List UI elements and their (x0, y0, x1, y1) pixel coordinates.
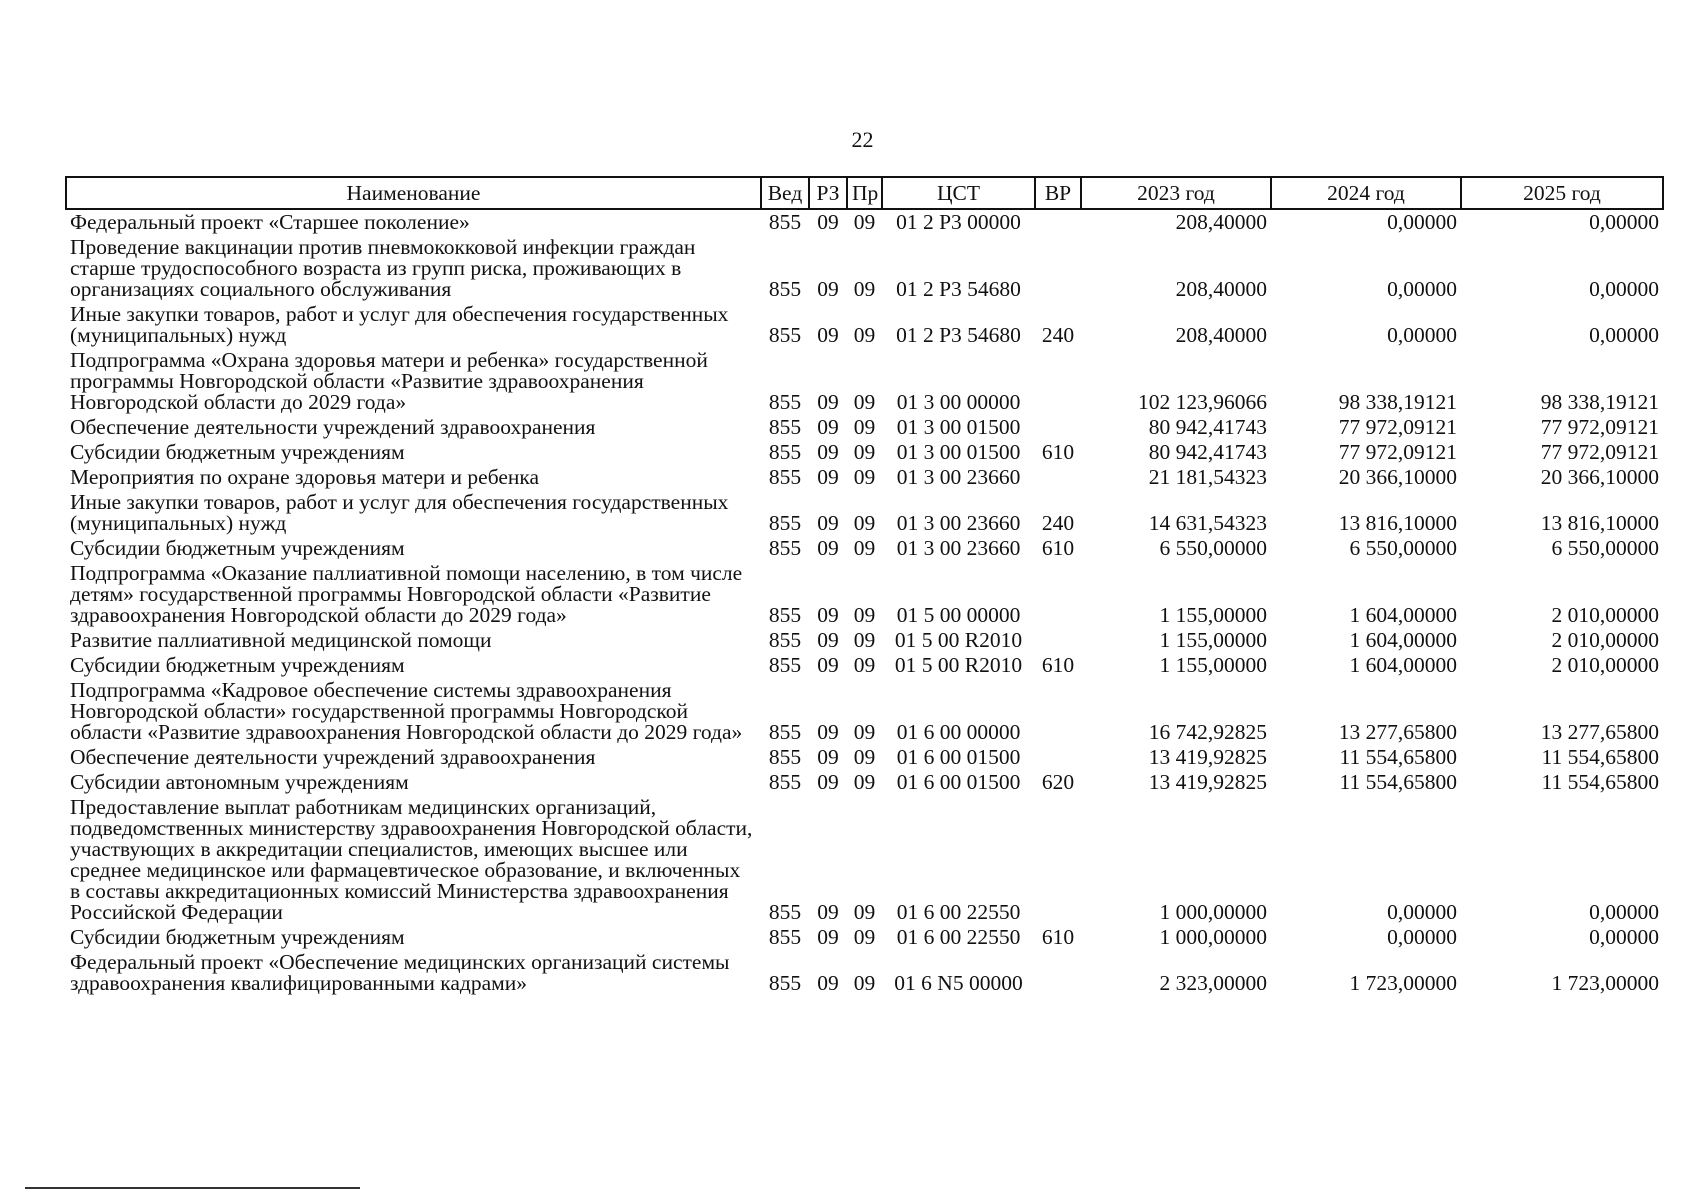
row-name: Обеспечение деятельности учреждений здравоохранения (70, 415, 596, 439)
row-2024-value: 77 972,09121 (1338, 440, 1457, 464)
row-pr: 09 (853, 390, 876, 414)
row-pr: 09 (853, 465, 876, 489)
row-name: Подпрограмма «Кадровое обеспечение системы здравоохранения Новгородской области» государственной программы Новгородской области «Развитие здравоохранения Новгородской области до 2029 года» (70, 678, 743, 744)
row-2023-value: 14 631,54323 (1148, 511, 1267, 535)
row-2024-value: 11 554,65800 (1339, 745, 1457, 769)
row-name: Иные закупки товаров, работ и услуг для обеспечения государственных (муниципальных) нужд (70, 302, 729, 347)
row-ved: 855 (768, 511, 802, 535)
footnote-rule (25, 1187, 360, 1189)
row-2023-value: 208,40000 (1175, 277, 1267, 301)
row-cst: 01 2 Р3 54680 (896, 323, 1021, 347)
row-2023-value: 1 155,00000 (1159, 603, 1267, 627)
row-cst: 01 3 00 01500 (896, 440, 1021, 464)
row-rz: 09 (817, 415, 839, 439)
row-2023-value: 21 181,54323 (1148, 465, 1267, 489)
row-name: Субсидии бюджетным учреждениям (70, 536, 405, 560)
row-2023-value: 1 000,00000 (1159, 900, 1267, 924)
row-vr (1035, 795, 1081, 925)
row-vr (1035, 628, 1081, 653)
row-2025-value: 13 277,65800 (1540, 720, 1659, 744)
row-cst: 01 6 N5 00000 (894, 971, 1023, 995)
row-2025-value: 98 338,19121 (1540, 390, 1659, 414)
row-2024-value: 1 723,00000 (1349, 971, 1457, 995)
row-2024-value: 20 366,10000 (1338, 465, 1457, 489)
row-2024-value: 0,00000 (1387, 925, 1457, 949)
row-rz: 09 (817, 465, 839, 489)
row-cst: 01 2 Р3 00000 (896, 210, 1021, 234)
table-row (66, 745, 1663, 770)
budget-table (65, 176, 1664, 996)
row-name: Субсидии бюджетным учреждениям (70, 653, 405, 677)
row-2025-value: 20 366,10000 (1540, 465, 1659, 489)
row-ved: 855 (768, 536, 802, 560)
row-pr: 09 (853, 415, 876, 439)
row-name: Подпрограмма «Оказание паллиативной помощи населению, в том числе детям» государственной программы Новгородской области «Развитие здравоохранения Новгородской области до 2029 года» (70, 561, 743, 627)
row-2025-value: 77 972,09121 (1540, 440, 1659, 464)
row-2023-value: 13 419,92825 (1148, 745, 1267, 769)
row-rz: 09 (817, 390, 839, 414)
table-row (66, 628, 1663, 653)
row-ved: 855 (768, 390, 802, 414)
row-2024-value: 77 972,09121 (1338, 415, 1457, 439)
table-header-row (66, 177, 1663, 209)
row-vr (1035, 745, 1081, 770)
table-row (66, 770, 1663, 795)
row-pr: 09 (853, 770, 876, 794)
row-pr: 09 (853, 900, 876, 924)
row-rz: 09 (817, 720, 839, 744)
row-name: Субсидии автономным учреждениям (70, 770, 409, 794)
row-cst: 01 6 00 22550 (896, 925, 1021, 949)
row-ved: 855 (768, 210, 802, 234)
row-rz: 09 (817, 745, 839, 769)
row-pr: 09 (853, 720, 876, 744)
row-ved: 855 (768, 770, 802, 794)
row-pr: 09 (853, 653, 876, 677)
table-row (66, 302, 1663, 348)
row-rz: 09 (817, 653, 839, 677)
row-2025-value: 0,00000 (1589, 210, 1659, 234)
row-pr: 09 (853, 323, 876, 347)
header-pr: Пр (847, 177, 882, 209)
row-vr (1035, 209, 1081, 235)
row-vr: 240 (1041, 511, 1075, 535)
row-2023-value: 208,40000 (1175, 210, 1267, 234)
row-2024-value: 1 604,00000 (1349, 628, 1457, 652)
row-2024-value: 0,00000 (1387, 210, 1457, 234)
row-ved: 855 (768, 415, 802, 439)
row-2023-value: 1 000,00000 (1159, 925, 1267, 949)
table-row (66, 440, 1663, 465)
row-2024-value: 98 338,19121 (1338, 390, 1457, 414)
row-pr: 09 (853, 745, 876, 769)
row-2025-value: 13 816,10000 (1540, 511, 1659, 535)
row-name: Субсидии бюджетным учреждениям (70, 440, 405, 464)
row-ved: 855 (768, 440, 802, 464)
row-vr (1035, 348, 1081, 415)
row-vr (1035, 235, 1081, 302)
row-pr: 09 (853, 511, 876, 535)
row-2023-value: 208,40000 (1175, 323, 1267, 347)
row-cst: 01 3 00 23660 (896, 465, 1021, 489)
row-2025-value: 2 010,00000 (1551, 653, 1659, 677)
row-2025-value: 0,00000 (1589, 277, 1659, 301)
row-cst: 01 2 Р3 54680 (896, 277, 1021, 301)
row-cst: 01 5 00 R2010 (894, 653, 1023, 677)
table-row (66, 465, 1663, 490)
row-rz: 09 (817, 210, 839, 234)
header-name: Наименование (66, 177, 761, 209)
row-name: Иные закупки товаров, работ и услуг для обеспечения государственных (муниципальных) нужд (70, 490, 729, 535)
row-2025-value: 0,00000 (1589, 323, 1659, 347)
row-2023-value: 80 942,41743 (1148, 440, 1267, 464)
header-2023: 2023 год (1081, 177, 1271, 209)
row-cst: 01 5 00 00000 (896, 603, 1021, 627)
page-number: 22 (851, 127, 874, 152)
row-ved: 855 (768, 628, 802, 652)
row-cst: 01 6 00 22550 (896, 900, 1021, 924)
row-vr: 610 (1041, 440, 1075, 464)
row-rz: 09 (817, 900, 839, 924)
table-row (66, 795, 1663, 925)
row-cst: 01 3 00 01500 (896, 415, 1021, 439)
row-2023-value: 6 550,00000 (1159, 536, 1267, 560)
row-name: Предоставление выплат работникам медицинских организаций, подведомственных министерству здравоохранения Новгородской области, участвующих в аккредитации специалистов, имеющих высшее или среднее медицинское или фармацевтическое образование, и включенных в составы аккредитационных комиссий Министерства здравоохранения Российской Федерации (70, 795, 753, 924)
row-rz: 09 (817, 511, 839, 535)
row-2024-value: 13 816,10000 (1338, 511, 1457, 535)
row-rz: 09 (817, 603, 839, 627)
row-vr: 620 (1041, 770, 1075, 794)
table-row (66, 678, 1663, 745)
row-2025-value: 0,00000 (1589, 900, 1659, 924)
row-rz: 09 (817, 925, 839, 949)
row-pr: 09 (853, 277, 876, 301)
row-name: Мероприятия по охране здоровья матери и ребенка (70, 465, 540, 489)
row-ved: 855 (768, 971, 802, 995)
table-row (66, 653, 1663, 678)
table-row (66, 235, 1663, 302)
row-cst: 01 3 00 23660 (896, 511, 1021, 535)
table-row (66, 415, 1663, 440)
row-pr: 09 (853, 925, 876, 949)
row-ved: 855 (768, 900, 802, 924)
row-2024-value: 1 604,00000 (1349, 653, 1457, 677)
row-name: Обеспечение деятельности учреждений здравоохранения (70, 745, 596, 769)
row-2023-value: 102 123,96066 (1138, 390, 1267, 414)
row-2024-value: 11 554,65800 (1339, 770, 1457, 794)
row-rz: 09 (817, 770, 839, 794)
row-rz: 09 (817, 971, 839, 995)
row-2025-value: 77 972,09121 (1540, 415, 1659, 439)
row-2025-value: 11 554,65800 (1541, 745, 1659, 769)
table-row (66, 348, 1663, 415)
table-row (66, 209, 1663, 235)
row-2023-value: 13 419,92825 (1148, 770, 1267, 794)
header-2024: 2024 год (1271, 177, 1461, 209)
row-ved: 855 (768, 653, 802, 677)
row-name: Проведение вакцинации против пневмококковой инфекции граждан старше трудоспособного возраста из групп риска, проживающих в организациях социального обслуживания (70, 235, 696, 301)
row-ved: 855 (768, 323, 802, 347)
row-2024-value: 13 277,65800 (1338, 720, 1457, 744)
row-2025-value: 11 554,65800 (1541, 770, 1659, 794)
header-rz: РЗ (809, 177, 847, 209)
row-2024-value: 6 550,00000 (1349, 536, 1457, 560)
row-vr (1035, 561, 1081, 628)
row-vr: 610 (1041, 653, 1075, 677)
header-2025: 2025 год (1461, 177, 1663, 209)
row-name: Федеральный проект «Обеспечение медицинских организаций системы здравоохранения квалифицированными кадрами» (70, 950, 730, 995)
row-rz: 09 (817, 277, 839, 301)
row-pr: 09 (853, 536, 876, 560)
header-ved: Вед (761, 177, 809, 209)
row-rz: 09 (817, 628, 839, 652)
table-row (66, 490, 1663, 536)
row-2024-value: 0,00000 (1387, 323, 1457, 347)
row-cst: 01 5 00 R2010 (894, 628, 1023, 652)
row-2025-value: 1 723,00000 (1551, 971, 1659, 995)
row-ved: 855 (768, 465, 802, 489)
row-2024-value: 0,00000 (1387, 900, 1457, 924)
row-ved: 855 (768, 603, 802, 627)
row-2023-value: 2 323,00000 (1159, 971, 1267, 995)
row-vr (1035, 678, 1081, 745)
row-pr: 09 (853, 603, 876, 627)
row-cst: 01 6 00 01500 (896, 770, 1021, 794)
row-2023-value: 1 155,00000 (1159, 653, 1267, 677)
row-2025-value: 2 010,00000 (1551, 603, 1659, 627)
row-vr (1035, 465, 1081, 490)
row-name: Федеральный проект «Старшее поколение» (70, 210, 470, 234)
table-row (66, 925, 1663, 950)
row-vr (1035, 415, 1081, 440)
row-ved: 855 (768, 720, 802, 744)
row-rz: 09 (817, 536, 839, 560)
row-vr: 610 (1041, 925, 1075, 949)
row-name: Субсидии бюджетным учреждениям (70, 925, 405, 949)
row-name: Развитие паллиативной медицинской помощи (70, 628, 492, 652)
row-ved: 855 (768, 925, 802, 949)
table-row (66, 536, 1663, 561)
row-cst: 01 6 00 01500 (896, 745, 1021, 769)
header-cst: ЦСТ (882, 177, 1035, 209)
row-ved: 855 (768, 745, 802, 769)
row-vr: 240 (1041, 323, 1075, 347)
row-ved: 855 (768, 277, 802, 301)
row-cst: 01 3 00 00000 (896, 390, 1021, 414)
row-2025-value: 2 010,00000 (1551, 628, 1659, 652)
row-pr: 09 (853, 210, 876, 234)
row-vr (1035, 950, 1081, 996)
row-vr: 610 (1041, 536, 1075, 560)
row-cst: 01 6 00 00000 (896, 720, 1021, 744)
row-2025-value: 0,00000 (1589, 925, 1659, 949)
row-2023-value: 80 942,41743 (1148, 415, 1267, 439)
row-rz: 09 (817, 440, 839, 464)
row-name: Подпрограмма «Охрана здоровья матери и ребенка» государственной программы Новгородской области «Развитие здравоохранения Новгородской области до 2029 года» (70, 348, 708, 414)
table-row (66, 950, 1663, 996)
row-cst: 01 3 00 23660 (896, 536, 1021, 560)
row-pr: 09 (853, 440, 876, 464)
row-2024-value: 0,00000 (1387, 277, 1457, 301)
row-2025-value: 6 550,00000 (1551, 536, 1659, 560)
table-body (66, 209, 1663, 996)
row-pr: 09 (853, 971, 876, 995)
header-vr: ВР (1035, 177, 1081, 209)
row-2023-value: 16 742,92825 (1148, 720, 1267, 744)
row-rz: 09 (817, 323, 839, 347)
row-pr: 09 (853, 628, 876, 652)
row-2024-value: 1 604,00000 (1349, 603, 1457, 627)
table-row (66, 561, 1663, 628)
row-2023-value: 1 155,00000 (1159, 628, 1267, 652)
